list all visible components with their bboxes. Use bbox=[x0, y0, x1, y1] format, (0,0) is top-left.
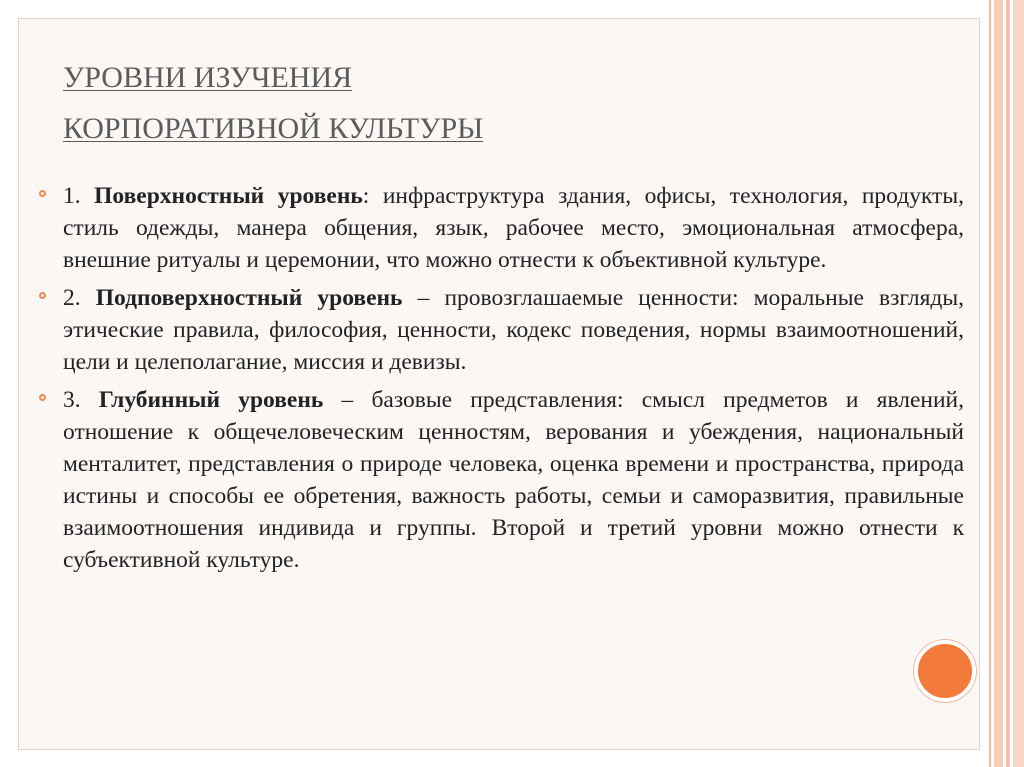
item-term: Поверхностный уровень bbox=[94, 183, 363, 209]
item-term: Подповерхностный уровень bbox=[95, 285, 403, 311]
bullet-circle-icon bbox=[39, 394, 46, 401]
decorative-circle bbox=[914, 640, 976, 702]
bullet-circle-icon bbox=[39, 292, 46, 299]
bullet-list bbox=[39, 180, 964, 582]
item-text: – базовые представления: смысл предметов и явлений, отношение к общечеловеческим ценностям, верования и убеждения, национальный менталитет, представления о природе человека, оценка времени и пространства, природа истины и способы ее обретения, важность работы, семьи и саморазвития, правильные взаимоотношения индивида и группы. Второй и третий уровни можно отнести к субъективной культуре. bbox=[63, 387, 965, 573]
bullet-circle-icon bbox=[39, 190, 46, 197]
title-line-1: УРОВНИ ИЗУЧЕНИЯ bbox=[63, 61, 353, 94]
list-item bbox=[39, 282, 964, 378]
slide-title bbox=[63, 52, 763, 154]
title-line-2: КОРПОРАТИВНОЙ КУЛЬТУРЫ bbox=[63, 112, 484, 145]
stripe bbox=[1013, 0, 1024, 767]
item-text: : инфраструктура здания, офисы, технология, продукты, стиль одежды, манера общения, язык, рабочее место, эмоциональная атмосфера, внешние ритуалы и церемонии, что можно отнести к объективной культуре. bbox=[63, 183, 964, 273]
list-item bbox=[39, 180, 964, 276]
list-item bbox=[39, 384, 964, 576]
item-number: 3. bbox=[63, 387, 99, 413]
stripe bbox=[989, 0, 991, 767]
decorative-stripes bbox=[989, 0, 1024, 767]
stripe bbox=[994, 0, 1003, 767]
item-number: 2. bbox=[63, 285, 96, 311]
item-number: 1. bbox=[63, 183, 95, 209]
item-text: – провозглашаемые ценности: моральные взгляды, этические правила, философия, ценности, кодекс поведения, нормы взаимоотношений, цели и целеполагание, миссия и девизы. bbox=[63, 285, 964, 375]
stripe bbox=[1006, 0, 1010, 767]
item-term: Глубинный уровень bbox=[98, 387, 324, 413]
